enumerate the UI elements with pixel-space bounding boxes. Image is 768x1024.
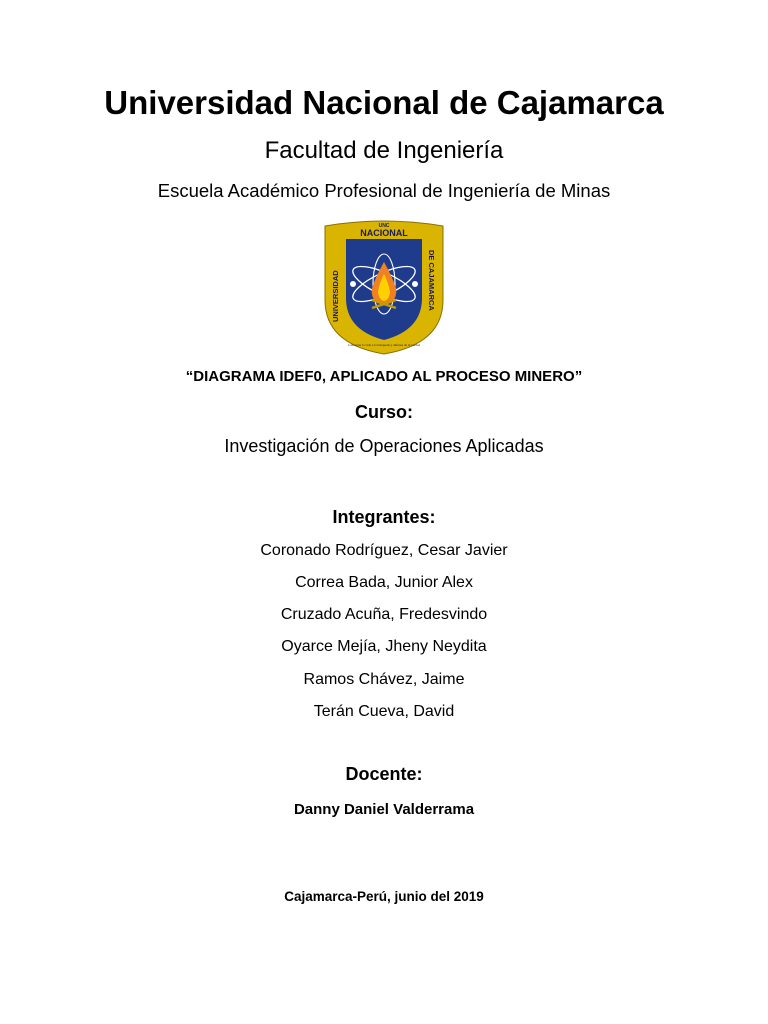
crest-label-unc: UNC — [378, 223, 390, 229]
document-title: “DIAGRAMA IDEF0, APLICADO AL PROCESO MINERO” — [185, 368, 583, 385]
course-heading: Curso: — [355, 402, 413, 422]
member-name: Cruzado Acuña, Fredesvindo — [280, 606, 488, 623]
crest-label-universidad: UNIVERSIDAD — [331, 270, 340, 322]
members-heading: Integrantes: — [332, 507, 436, 527]
university-crest-icon — [322, 214, 446, 356]
course-name: Investigación de Operaciones Aplicadas — [224, 436, 544, 456]
university-name: Universidad Nacional de Cajamarca — [104, 84, 664, 121]
crest-label-nacional: NACIONAL — [360, 228, 408, 238]
member-name: Correa Bada, Junior Alex — [295, 574, 473, 591]
member-name: Oyarce Mejía, Jheny Neydita — [281, 638, 487, 655]
member-name: Terán Cueva, David — [313, 703, 455, 720]
crest-label-cajamarca: DE CAJAMARCA — [427, 250, 436, 311]
teacher-heading: Docente: — [345, 764, 423, 784]
crest-motto: Consagrar la vida a la búsqueda y defensa de la verdad — [347, 343, 421, 347]
place-and-date: Cajamarca-Perú, junio del 2019 — [284, 889, 484, 904]
member-name: Coronado Rodríguez, Cesar Javier — [260, 542, 508, 559]
teacher-name: Danny Daniel Valderrama — [293, 801, 475, 818]
member-name: Ramos Chávez, Jaime — [303, 671, 465, 688]
school-name: Escuela Académico Profesional de Ingeniería de Minas — [157, 180, 611, 201]
faculty-name: Facultad de Ingeniería — [264, 137, 504, 164]
